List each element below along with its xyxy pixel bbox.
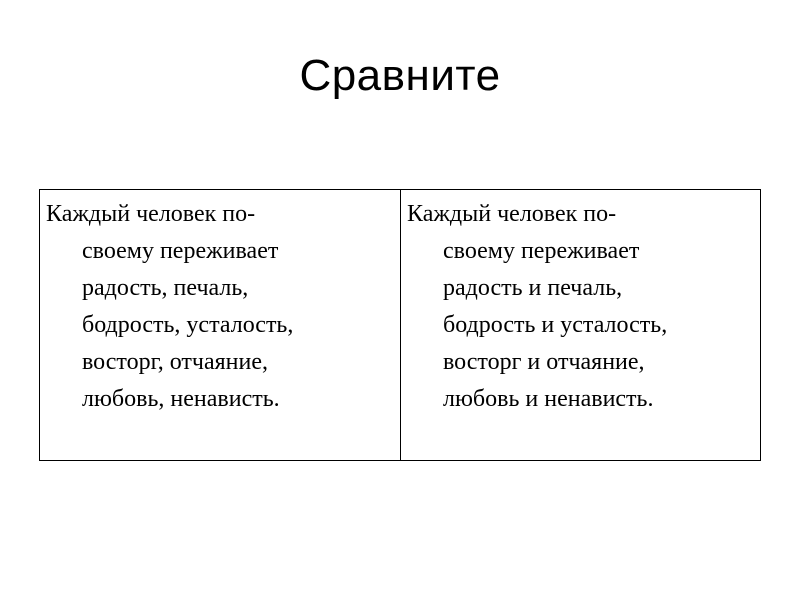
comparison-cell-right	[401, 190, 761, 461]
text-line: своему переживает	[443, 238, 640, 264]
text-line: восторг, отчаяние,	[82, 349, 268, 375]
text-line: Каждый человек по-	[407, 201, 617, 227]
text-line: своему переживает	[82, 238, 279, 264]
text-line: радость и печаль,	[443, 275, 623, 301]
text-line: любовь, ненависть.	[82, 386, 280, 412]
text-line: восторг и отчаяние,	[443, 349, 645, 375]
comparison-table	[39, 189, 761, 461]
comparison-cell-left	[40, 190, 401, 461]
slide-title: Сравните	[299, 51, 501, 100]
text-line: Каждый человек по-	[46, 201, 256, 227]
text-line: любовь и ненависть.	[443, 386, 654, 412]
text-line: радость, печаль,	[82, 275, 249, 301]
text-line: бодрость и усталость,	[443, 312, 668, 338]
text-line: бодрость, усталость,	[82, 312, 294, 338]
comparison-row	[40, 190, 761, 461]
